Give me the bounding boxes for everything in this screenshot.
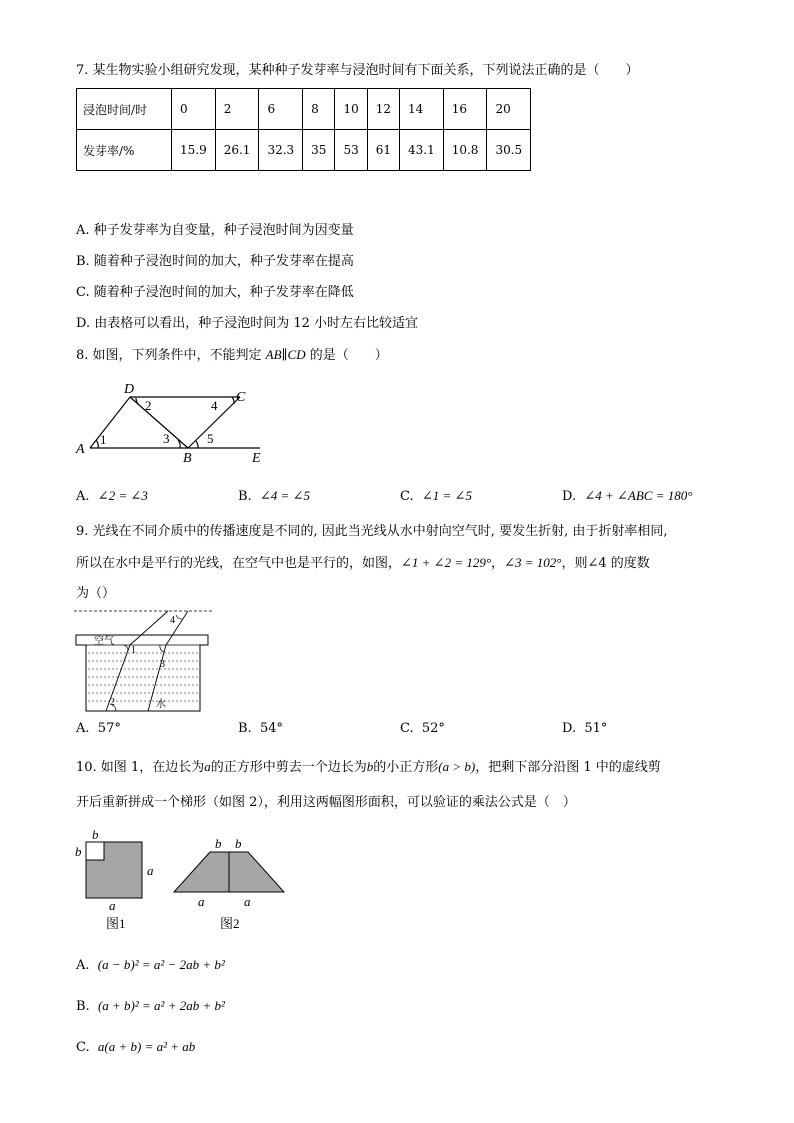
angle-arc-3 xyxy=(160,645,164,652)
q8-text-math: AB∥CD xyxy=(265,347,306,362)
table-cell: 15.9 xyxy=(172,130,216,171)
q10-line2: 开后重新拼成一个梯形（如图 2），利用这两幅图形面积，可以验证的乘法公式是（ ） xyxy=(76,795,576,810)
angle-label-2: 2 xyxy=(145,398,152,413)
angle-arc-5 xyxy=(196,441,198,448)
q8-text-suffix: 的是（ ） xyxy=(305,348,388,363)
light-ray-1-air xyxy=(130,611,168,645)
q9-line1: 9. 光线在不同介质中的传播速度是不同的, 因此当光线从水中射向空气时, 要发生折射, 由于折射率相同, xyxy=(76,524,668,539)
label-b-top: b xyxy=(92,827,99,842)
table-cell: 35 xyxy=(303,130,335,171)
option-letter: A. xyxy=(76,958,90,973)
point-label-a: A xyxy=(76,442,85,457)
option-letter: B. xyxy=(238,489,252,504)
label-a-bottom: a xyxy=(109,898,116,913)
q10-option-c xyxy=(76,1038,195,1057)
table-cell: 6 xyxy=(259,89,303,130)
table-cell: 26.1 xyxy=(215,130,259,171)
label-b-top-right: b xyxy=(235,836,242,851)
q9-option-c xyxy=(400,720,445,738)
table-cell: 10.8 xyxy=(443,130,487,171)
angle-label-3: 3 xyxy=(163,431,170,446)
angle-label-4: 4 xyxy=(170,615,175,626)
table-cell: 32.3 xyxy=(259,130,303,171)
q10-option-b xyxy=(76,997,225,1016)
angle-label-1: 1 xyxy=(131,645,136,656)
figure-1-caption: 图1 xyxy=(106,916,126,931)
option-letter: B. xyxy=(238,721,252,736)
option-math: a(a + b) = a² + ab xyxy=(97,1039,196,1054)
option-value: 54° xyxy=(259,721,283,736)
q10-figures xyxy=(72,826,292,936)
table-cell: 10 xyxy=(335,89,367,130)
q7-option-b: B. 随着种子浸泡时间的加大，种子发芽率在提高 xyxy=(76,254,354,269)
option-letter: D. xyxy=(562,721,577,736)
table-cell: 16 xyxy=(443,89,487,130)
figure-2 xyxy=(174,836,284,931)
option-math: (a + b)² = a² + 2ab + b² xyxy=(97,998,225,1013)
option-letter: C. xyxy=(400,489,414,504)
option-math: ∠2 = ∠3 xyxy=(97,488,148,503)
table-row-label: 发芽率/% xyxy=(77,130,172,171)
point-label-d: D xyxy=(124,382,135,397)
option-letter: A. xyxy=(76,489,90,504)
option-letter: C. xyxy=(76,1040,90,1055)
q10-condition: (a > b) xyxy=(438,759,476,774)
q8-option-a xyxy=(76,487,148,506)
option-value: 51° xyxy=(584,721,608,736)
table-cell: 61 xyxy=(367,130,399,171)
q9-option-b xyxy=(238,720,283,738)
option-letter: B. xyxy=(76,999,90,1014)
q7-option-d: D. 由表格可以看出，种子浸泡时间为 12 小时左右比较适宜 xyxy=(76,316,419,331)
q10-line1-prefix: 10. 如图 1，在边长为 xyxy=(76,760,205,775)
option-letter: D. xyxy=(562,489,577,504)
q9-line2 xyxy=(76,554,650,573)
q7-option-c: C. 随着种子浸泡时间的加大，种子发芽率在降低 xyxy=(76,285,354,300)
label-a-bottom-left: a xyxy=(198,894,205,909)
angle-arc-4 xyxy=(176,615,182,619)
table-cell: 30.5 xyxy=(487,130,531,171)
table-row xyxy=(77,130,531,171)
angle-arc-1 xyxy=(124,645,128,650)
table-cell: 12 xyxy=(367,89,399,130)
q10-var-b: b xyxy=(366,759,374,774)
option-value: 52° xyxy=(421,721,445,736)
table-cell: 8 xyxy=(303,89,335,130)
option-math: ∠4 = ∠5 xyxy=(259,488,311,503)
air-label: 空气 xyxy=(94,636,114,647)
table-row xyxy=(77,89,531,130)
figure-2-caption: 图2 xyxy=(220,916,240,931)
point-label-b: B xyxy=(183,451,192,464)
q8-figure xyxy=(70,380,280,464)
q8-option-d xyxy=(562,487,692,506)
label-a-right: a xyxy=(147,863,154,878)
label-b-left: b xyxy=(75,844,82,859)
q10-var-a: a xyxy=(204,759,211,774)
label-a-bottom-right: a xyxy=(244,894,251,909)
line-db xyxy=(130,397,188,448)
table-cell: 43.1 xyxy=(400,130,444,171)
q10-line1-suffix: ，把剩下部分沿图 1 中的虚线剪 xyxy=(475,760,661,775)
option-math: ∠4 + ∠ABC = 180° xyxy=(584,488,693,503)
point-label-c: C xyxy=(236,390,246,405)
angle-label-1: 1 xyxy=(100,432,107,447)
q10-line1-mid2: 的小正方形 xyxy=(373,760,439,775)
option-letter: A. xyxy=(76,721,90,736)
option-letter: C. xyxy=(400,721,414,736)
q7-table xyxy=(76,88,531,171)
q9-option-a xyxy=(76,720,121,738)
q10-line1-mid: 的正方形中剪去一个边长为 xyxy=(210,760,367,775)
water-lines xyxy=(88,653,198,701)
q7-text: 7. 某生物实验小组研究发现，某种种子发芽率与浸泡时间有下面关系，下列说法正确的是（ ） xyxy=(76,63,639,78)
angle-label-3: 3 xyxy=(160,659,165,670)
q9-option-d xyxy=(562,720,607,738)
table-row-label: 浸泡时间/时 xyxy=(77,89,172,130)
angle-arc-1 xyxy=(96,440,98,448)
q10-line1 xyxy=(76,758,661,777)
angle-label-2: 2 xyxy=(110,697,115,708)
q7-option-a: A. 种子发芽率为自变量，种子浸泡时间为因变量 xyxy=(76,223,354,238)
angle-label-5: 5 xyxy=(207,431,214,446)
table-cell: 20 xyxy=(487,89,531,130)
q9-figure xyxy=(72,605,216,715)
table-cell: 53 xyxy=(335,130,367,171)
point-label-e: E xyxy=(252,451,261,464)
q9-line2-suffix: ，则∠4 的度数 xyxy=(561,556,650,571)
q8-option-c xyxy=(400,487,472,506)
option-math: ∠1 = ∠5 xyxy=(421,488,472,503)
q10-option-a xyxy=(76,956,225,975)
q9-line2-mid: ， xyxy=(491,556,505,571)
q8-text xyxy=(76,346,388,365)
q8-option-b xyxy=(238,487,310,506)
option-value: 57° xyxy=(97,721,121,736)
water-label: 水 xyxy=(156,699,166,710)
small-square-cutout xyxy=(86,842,104,860)
figure-1 xyxy=(75,827,154,931)
table-cell: 2 xyxy=(215,89,259,130)
q9-line3: 为（） xyxy=(76,586,116,601)
q9-line2-math1: ∠1 + ∠2 = 129° xyxy=(401,555,492,570)
table-cell: 0 xyxy=(172,89,216,130)
q8-text-prefix: 8. 如图，下列条件中，不能判定 xyxy=(76,348,266,363)
q9-line2-prefix: 所以在水中是平行的光线，在空气中也是平行的，如图， xyxy=(76,556,402,571)
table-cell: 14 xyxy=(400,89,444,130)
option-math: (a − b)² = a² − 2ab + b² xyxy=(97,957,225,972)
label-b-top-left: b xyxy=(215,836,222,851)
angle-arc-4 xyxy=(232,397,234,404)
q9-line2-math2: ∠3 = 102° xyxy=(504,555,562,570)
angle-label-4: 4 xyxy=(211,398,218,413)
